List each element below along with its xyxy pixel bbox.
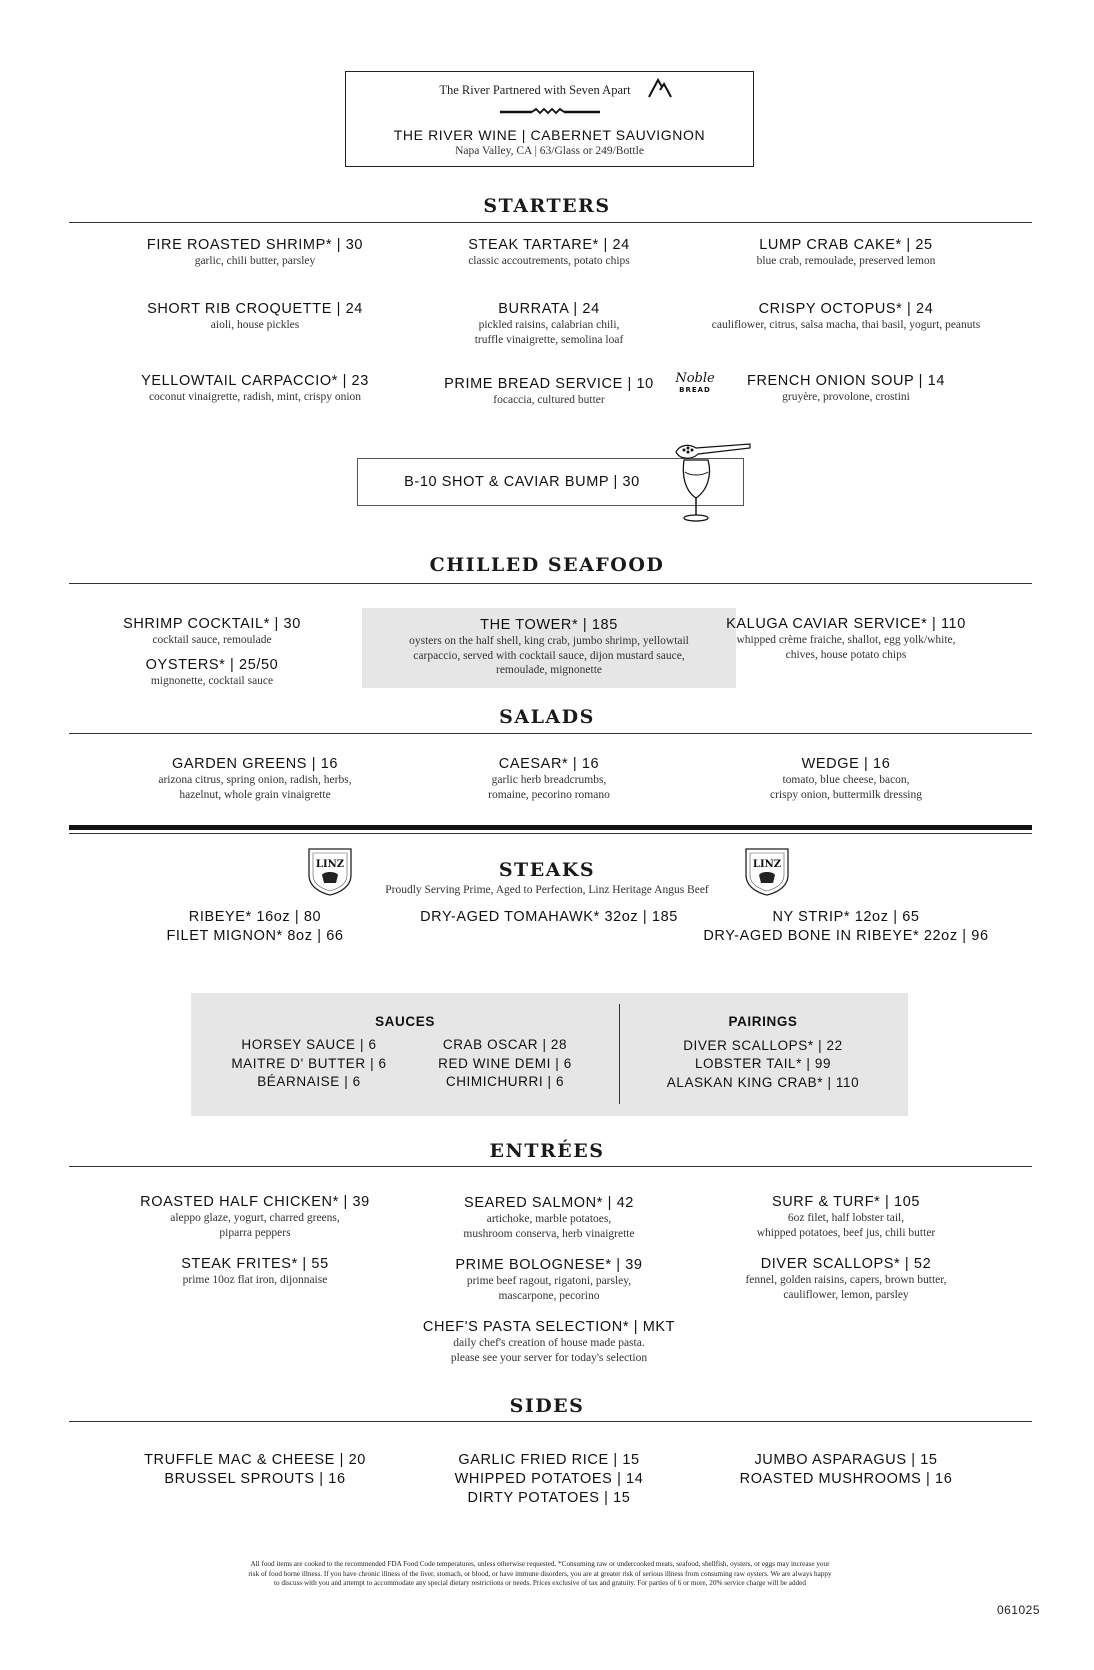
steak-item: RIBEYE* 16oz | 80: [188, 909, 322, 925]
menu-item: STEAK TARTARE* | 24 classic accoutrements, potato chips: [468, 237, 630, 267]
steak-item: DRY-AGED BONE IN RIBEYE* 22oz | 96: [703, 928, 989, 944]
menu-item: FIRE ROASTED SHRIMP* | 30 garlic, chili butter, parsley: [146, 237, 364, 267]
mountain-logo-icon: [647, 76, 673, 102]
sauce-item: CRAB OSCAR | 28: [442, 1037, 568, 1052]
salads-heading: SALADS: [499, 706, 595, 728]
starters-heading: STARTERS: [483, 195, 611, 217]
side-item: JUMBO ASPARAGUS | 15: [754, 1452, 938, 1468]
pairings-heading: PAIRINGS: [728, 1014, 798, 1029]
sauce-item: BÉARNAISE | 6: [257, 1074, 361, 1089]
steaks-subtitle: Proudly Serving Prime, Aged to Perfection, Linz Heritage Angus Beef: [385, 884, 709, 896]
steak-item: FILET MIGNON* 8oz | 66: [166, 928, 344, 944]
steak-item: DRY-AGED TOMAHAWK* 32oz | 185: [420, 909, 678, 925]
steaks-top-thick-rule: [69, 825, 1032, 830]
pairing-item: LOBSTER TAIL* | 99: [694, 1056, 832, 1071]
menu-item: STEAK FRITES* | 55 prime 10oz flat iron, dijonnaise: [181, 1256, 329, 1286]
wine-partner-line: The River Partnered with Seven Apart: [439, 83, 631, 97]
menu-version-code: 061025: [996, 1603, 1040, 1617]
menu-item: CRISPY OCTOPUS* | 24 cauliflower, citrus, salsa macha, thai basil, yogurt, peanuts: [711, 301, 981, 331]
chilled-seafood-heading: CHILLED SEAFOOD: [429, 554, 665, 576]
menu-item: THE TOWER* | 185 oysters on the half shell, king crab, jumbo shrimp, yellowtail carpaccio, served with cocktail sauce, dijon mustard sauce, remoulade, mignonette: [409, 617, 689, 676]
wine-subtitle: Napa Valley, CA | 63/Glass or 249/Bottle: [455, 145, 644, 157]
menu-item: CHEF'S PASTA SELECTION* | MKT daily chef's creation of house made pasta. please see your server for today's selection: [422, 1319, 676, 1364]
menu-item: WEDGE | 16 tomato, blue cheese, bacon, crispy onion, buttermilk dressing: [769, 756, 923, 801]
wine-title: THE RIVER WINE | CABERNET SAUVIGNON: [393, 127, 706, 143]
menu-item: OYSTERS* | 25/50 mignonette, cocktail sauce: [145, 657, 279, 687]
noble-bread-logo: Noble BREAD: [675, 371, 715, 394]
menu-item: YELLOWTAIL CARPACCIO* | 23 coconut vinaigrette, radish, mint, crispy onion: [141, 373, 369, 403]
menu-item: PRIME BOLOGNESE* | 39 prime beef ragout, rigatoni, parsley, mascarpone, pecorino: [455, 1257, 643, 1302]
starters-divider: [69, 222, 1032, 223]
svg-text:LINZ: LINZ: [315, 859, 345, 870]
sauce-item: RED WINE DEMI | 6: [438, 1056, 572, 1071]
menu-item: KALUGA CAVIAR SERVICE* | 110 whipped crème fraiche, shallot, egg yolk/white, chives, house potato chips: [726, 616, 966, 661]
sides-heading: SIDES: [509, 1395, 585, 1417]
menu-item: SURF & TURF* | 105 6oz filet, half lobster tail, whipped potatoes, beef jus, chili butter: [756, 1194, 936, 1239]
menu-item: SHORT RIB CROQUETTE | 24 aioli, house pickles: [147, 301, 363, 331]
side-item: GARLIC FRIED RICE | 15: [458, 1452, 640, 1468]
steak-item: NY STRIP* 12oz | 65: [772, 909, 920, 925]
steaks-top-thin-rule: [69, 833, 1032, 834]
menu-item: LUMP CRAB CAKE* | 25 blue crab, remoulade, preserved lemon: [756, 237, 936, 267]
wave-divider-icon: [500, 107, 600, 117]
menu-item: BURRATA | 24 pickled raisins, calabrian chili, truffle vinaigrette, semolina loaf: [474, 301, 624, 346]
menu-item: FRENCH ONION SOUP | 14 gruyère, provolone, crostini: [747, 373, 945, 403]
side-item: WHIPPED POTATOES | 14: [454, 1471, 644, 1487]
entrees-heading: ENTRÉES: [489, 1140, 605, 1162]
shot-glass-icon: [666, 438, 752, 528]
menu-item: PRIME BREAD SERVICE | 10 focaccia, cultured butter: [444, 376, 654, 406]
chilled-divider: [69, 583, 1032, 584]
side-item: BRUSSEL SPROUTS | 16: [164, 1471, 346, 1487]
menu-item: DIVER SCALLOPS* | 52 fennel, golden raisins, capers, brown butter, cauliflower, lemon, parsley: [745, 1256, 947, 1301]
menu-item: SHRIMP COCKTAIL* | 30 cocktail sauce, remoulade: [123, 616, 301, 646]
side-item: DIRTY POTATOES | 15: [467, 1490, 631, 1506]
sauces-heading: SAUCES: [375, 1014, 435, 1029]
sauces-pairings-divider: [619, 1004, 620, 1104]
side-item: TRUFFLE MAC & CHEESE | 20: [144, 1452, 366, 1468]
caviar-bump-title: B-10 SHOT & CAVIAR BUMP | 30: [404, 474, 640, 490]
pairing-item: DIVER SCALLOPS* | 22: [683, 1038, 843, 1053]
sauce-item: HORSEY SAUCE | 6: [241, 1037, 377, 1052]
menu-item: SEARED SALMON* | 42 artichoke, marble potatoes, mushroom conserva, herb vinaigrette: [463, 1195, 635, 1240]
sauce-item: CHIMICHURRI | 6: [445, 1074, 565, 1089]
sauce-item: MAITRE D' BUTTER | 6: [231, 1056, 387, 1071]
menu-item: CAESAR* | 16 garlic herb breadcrumbs, romaine, pecorino romano: [488, 756, 610, 801]
steaks-heading: STEAKS: [498, 859, 596, 881]
food-safety-disclaimer: All food items are cooked to the recommended FDA Food Code temperatures, unless otherwise requested. *Consuming raw or undercooked meats, seafood, shellfish, oysters, or eggs may increase your risk of food borne illness. If you have chronic illness of the liver, stomach, or blood, or have immune disorders, you are at greater risk of serious illness from consuming raw oysters. We are always happy to discuss with you and attempt to accommodate any special dietary restrictions or needs. Prices exclusive of tax and gratuity. For parties of 6 or more, 20% service charge will be added: [248, 1560, 832, 1587]
sides-divider: [69, 1421, 1032, 1422]
salads-divider: [69, 733, 1032, 734]
menu-item: ROASTED HALF CHICKEN* | 39 aleppo glaze, yogurt, charred greens, piparra peppers: [140, 1194, 370, 1239]
side-item: ROASTED MUSHROOMS | 16: [739, 1471, 953, 1487]
pairing-item: ALASKAN KING CRAB* | 110: [666, 1075, 860, 1090]
svg-text:LINZ: LINZ: [752, 859, 782, 870]
menu-item: GARDEN GREENS | 16 arizona citrus, spring onion, radish, herbs, hazelnut, whole grain vinaigrette: [158, 756, 352, 801]
entrees-divider: [69, 1166, 1032, 1167]
